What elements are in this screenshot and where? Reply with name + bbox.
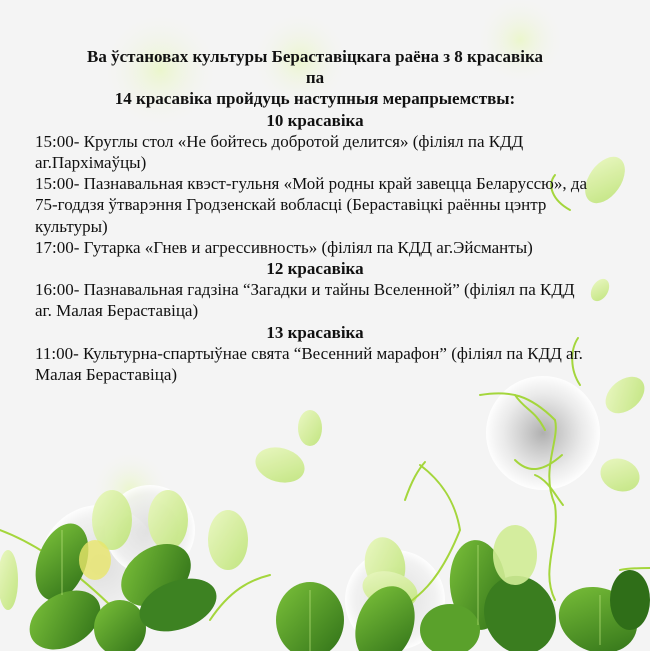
event-item: 15:00- Круглы стол «Не бойтесь добротой делится» (філіял па КДД аг.Пархімаўцы) [35,131,524,173]
day-section-13 [35,322,595,386]
day-heading: 10 красавіка [266,110,364,130]
events-announcement [35,46,595,385]
day-section-12 [35,258,595,322]
event-item: 17:00- Гутарка «Гнев и агрессивность» (філіял па КДД аг.Эйсманты) [35,237,533,257]
title-line-2: па [305,68,325,88]
title-line-3: 14 красавіка пройдуць наступныя мерапрыемствы: [114,89,516,109]
title-line-1: Ва ўстановах культуры Бераставіцкага раёна з 8 красавіка [87,47,543,66]
day-section-10 [35,110,595,258]
event-item: 15:00- Пазнавальная квэст-гульня «Мой родны край завецца Беларуссю», да 75-годдзя ўтварэння Гродзенскай вобласці (Бераставіцкі раённы цэнтр культуры) [35,174,588,236]
announcement-title [0,46,630,110]
event-item: 11:00- Культурна-спартыўнае свята “Весенний марафон” (філіял па КДД аг. Малая Бераставіца) [35,343,583,385]
day-heading: 12 красавіка [266,259,364,279]
day-heading: 13 красавіка [266,322,364,342]
event-item: 16:00- Пазнавальная гадзіна “Загадки и тайны Вселенной” (філіял па КДД аг. Малая Бераставіца) [35,280,575,321]
